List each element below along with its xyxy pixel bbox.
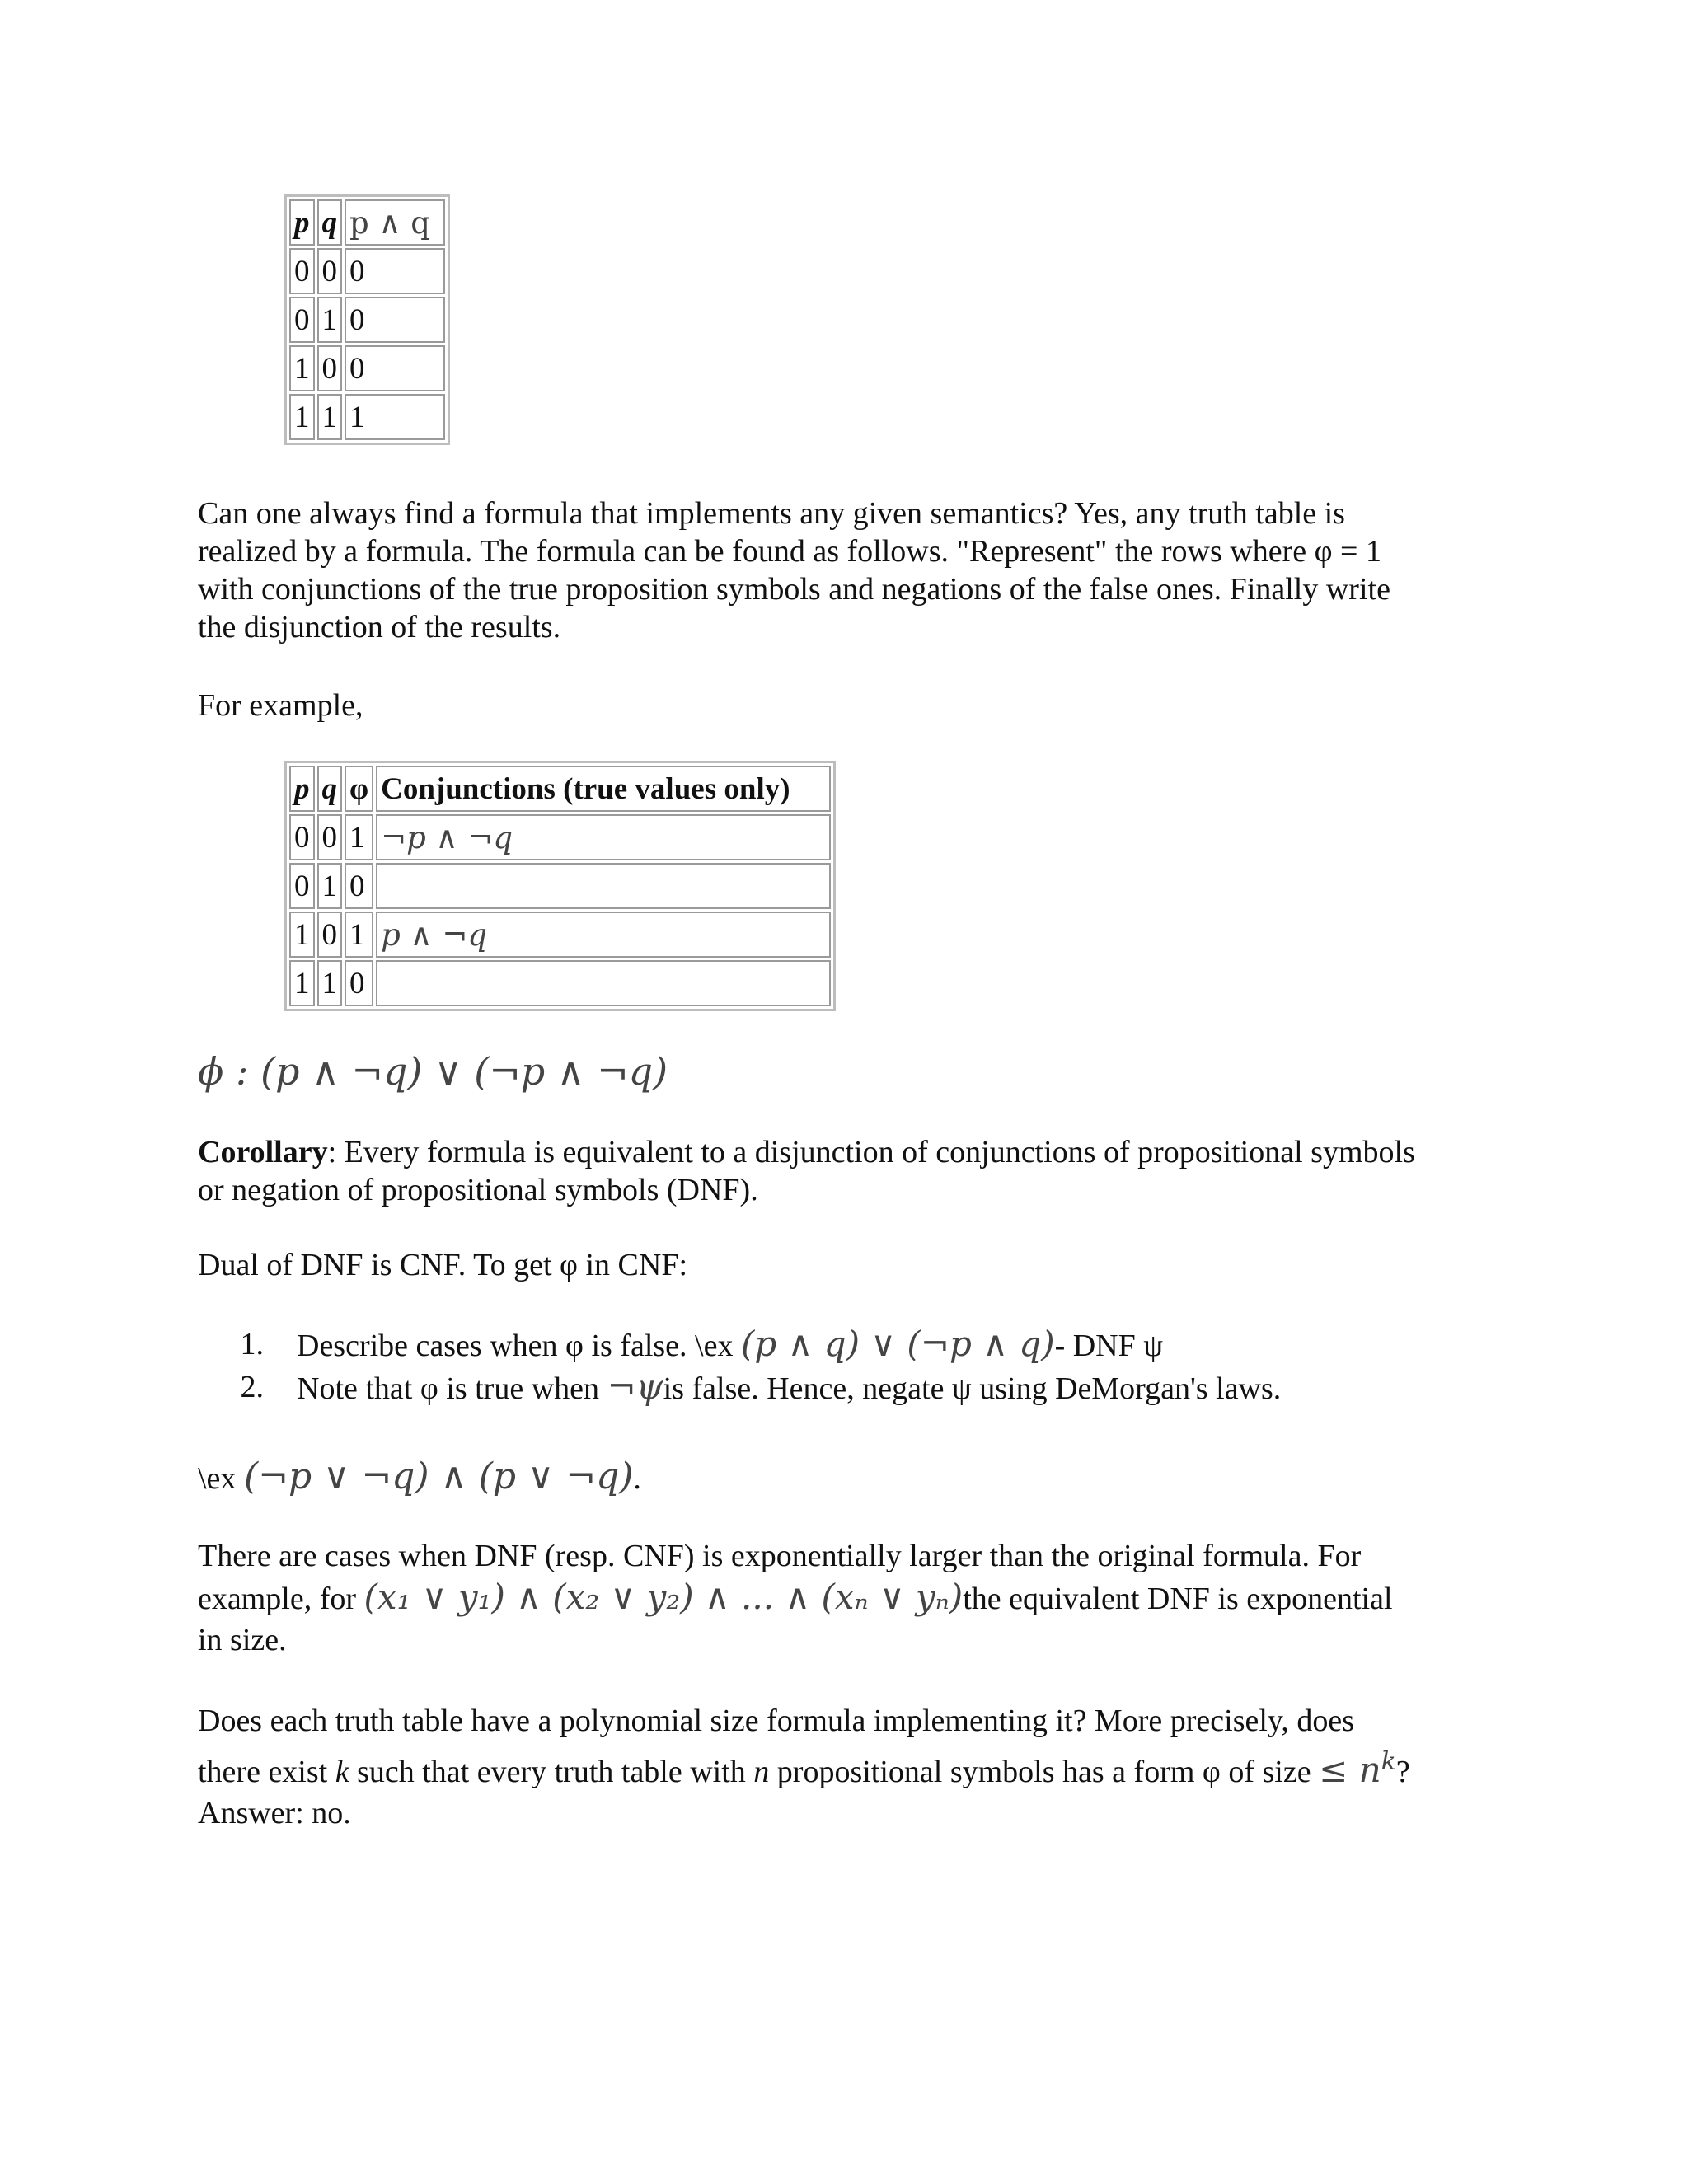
table-cell: 1 bbox=[289, 394, 315, 440]
list-number: 1. bbox=[240, 1327, 264, 1361]
paragraph-line bbox=[198, 1741, 1484, 1793]
example-text-end: the equivalent DNF is exponential bbox=[963, 1582, 1393, 1616]
table-cell: 0 bbox=[317, 345, 343, 391]
step-text-end: - DNF ψ bbox=[1054, 1329, 1164, 1363]
table-cell: 0 bbox=[345, 863, 373, 909]
truth-table-phi bbox=[284, 761, 836, 1011]
paragraph-line: the disjunction of the results. bbox=[198, 610, 561, 644]
var-n: n bbox=[753, 1755, 770, 1789]
poly-text: there exist bbox=[198, 1755, 335, 1789]
table-cell: 0 bbox=[345, 960, 373, 1006]
poly-text: such that every truth table with bbox=[349, 1755, 754, 1789]
truth-table-and bbox=[284, 194, 450, 445]
paragraph-line: There are cases when DNF (resp. CNF) is exponentially larger than the original formula. For bbox=[198, 1539, 1362, 1573]
list-number: 2. bbox=[240, 1370, 264, 1404]
paragraph-line: with conjunctions of the true proposition symbols and negations of the false ones. Finally write bbox=[198, 572, 1390, 607]
table-cell: 0 bbox=[345, 345, 445, 391]
table-row bbox=[289, 248, 445, 294]
list-text bbox=[297, 1366, 1281, 1410]
polynomial-paragraph bbox=[198, 1700, 1484, 1834]
paragraph-line: Can one always find a formula that implements any given semantics? Yes, any truth table is bbox=[198, 496, 1345, 531]
table-row bbox=[289, 345, 445, 391]
phi-dnf-formula: ϕ : (p ∧ ¬q) ∨ (¬p ∧ ¬q) bbox=[198, 1049, 668, 1094]
table-cell: 0 bbox=[289, 863, 315, 909]
ex-prefix: \ex bbox=[198, 1461, 244, 1496]
exponential-paragraph bbox=[198, 1535, 1484, 1661]
step-formula: (p ∧ q) ∨ (¬p ∧ q) bbox=[740, 1324, 1055, 1364]
header-p: p bbox=[289, 766, 315, 812]
table-cell: 0 bbox=[317, 912, 343, 958]
table-row bbox=[289, 814, 831, 860]
bound-exponent: k bbox=[1381, 1747, 1396, 1776]
paragraph-line bbox=[198, 1577, 1484, 1619]
cnf-line bbox=[198, 1452, 641, 1503]
poly-text: propositional symbols has a form φ of size bbox=[769, 1755, 1320, 1789]
table-cell: 1 bbox=[289, 912, 315, 958]
table-cell: 1 bbox=[317, 394, 343, 440]
table-cell: p ∧ ¬q bbox=[376, 912, 831, 958]
corollary-line: or negation of propositional symbols (DNF). bbox=[198, 1173, 758, 1207]
paragraph-line: in size. bbox=[198, 1623, 287, 1657]
for-example-text: For example, bbox=[198, 688, 363, 723]
table-cell: 1 bbox=[317, 960, 343, 1006]
header-q: q bbox=[317, 199, 343, 246]
example-text: example, for bbox=[198, 1582, 364, 1616]
step-formula: ¬ψ bbox=[607, 1366, 663, 1407]
table-cell: 1 bbox=[345, 394, 445, 440]
table-cell: 1 bbox=[317, 863, 343, 909]
step-text-end: is false. Hence, negate ψ using DeMorgan's laws. bbox=[663, 1371, 1282, 1406]
table-cell: 0 bbox=[345, 248, 445, 294]
table-cell: 0 bbox=[289, 297, 315, 343]
table-cell: ¬p ∧ ¬q bbox=[376, 814, 831, 860]
table-cell: 0 bbox=[317, 248, 343, 294]
table-cell bbox=[376, 863, 831, 909]
corollary-paragraph bbox=[198, 1133, 1484, 1209]
table-cell: 1 bbox=[317, 297, 343, 343]
dual-text: Dual of DNF is CNF. To get φ in CNF: bbox=[198, 1248, 688, 1282]
bound-base: ≤ n bbox=[1319, 1750, 1381, 1790]
cnf-formula: (¬p ∨ ¬q) ∧ (p ∨ ¬q) bbox=[243, 1455, 634, 1497]
table-row bbox=[289, 960, 831, 1006]
paragraph-line: Answer: no. bbox=[198, 1796, 351, 1830]
table-row bbox=[289, 394, 445, 440]
question-mark: ? bbox=[1395, 1755, 1410, 1789]
var-k: k bbox=[335, 1755, 349, 1789]
table-header-row bbox=[289, 766, 831, 812]
table-row bbox=[289, 297, 445, 343]
table-cell: 1 bbox=[345, 912, 373, 958]
header-p-and-q: p ∧ q bbox=[345, 199, 445, 246]
paragraph-line: realized by a formula. The formula can be found as follows. "Represent" the rows where φ = 1 bbox=[198, 534, 1381, 569]
header-conjunctions: Conjunctions (true values only) bbox=[376, 766, 831, 812]
corollary-label: Corollary bbox=[198, 1135, 328, 1169]
table-row bbox=[289, 863, 831, 909]
size-bound-formula bbox=[1319, 1747, 1396, 1790]
cnf-period: . bbox=[633, 1461, 641, 1496]
corollary-text: : Every formula is equivalent to a disjunction of conjunctions of propositional symbols bbox=[327, 1135, 1415, 1169]
paragraph-line: Does each truth table have a polynomial size formula implementing it? More precisely, does bbox=[198, 1704, 1355, 1738]
header-q: q bbox=[317, 766, 343, 812]
step-text: Describe cases when φ is false. \ex bbox=[297, 1329, 741, 1363]
list-text bbox=[297, 1323, 1163, 1367]
table-cell: 0 bbox=[317, 814, 343, 860]
semantics-paragraph bbox=[198, 494, 1484, 646]
table-cell: 1 bbox=[289, 960, 315, 1006]
example-formula: (x₁ ∨ y₁) ∧ (x₂ ∨ y₂) ∧ ... ∧ (xₙ ∨ yₙ) bbox=[363, 1577, 964, 1617]
header-phi: φ bbox=[345, 766, 373, 812]
table-cell: 1 bbox=[289, 345, 315, 391]
header-p: p bbox=[289, 199, 315, 246]
corollary-line bbox=[198, 1133, 1484, 1171]
table-row bbox=[289, 912, 831, 958]
table-cell: 0 bbox=[345, 297, 445, 343]
table-cell bbox=[376, 960, 831, 1006]
table-cell: 0 bbox=[289, 248, 315, 294]
table-cell: 1 bbox=[345, 814, 373, 860]
table-cell: 0 bbox=[289, 814, 315, 860]
table-header-row bbox=[289, 199, 445, 246]
step-text: Note that φ is true when bbox=[297, 1371, 607, 1406]
